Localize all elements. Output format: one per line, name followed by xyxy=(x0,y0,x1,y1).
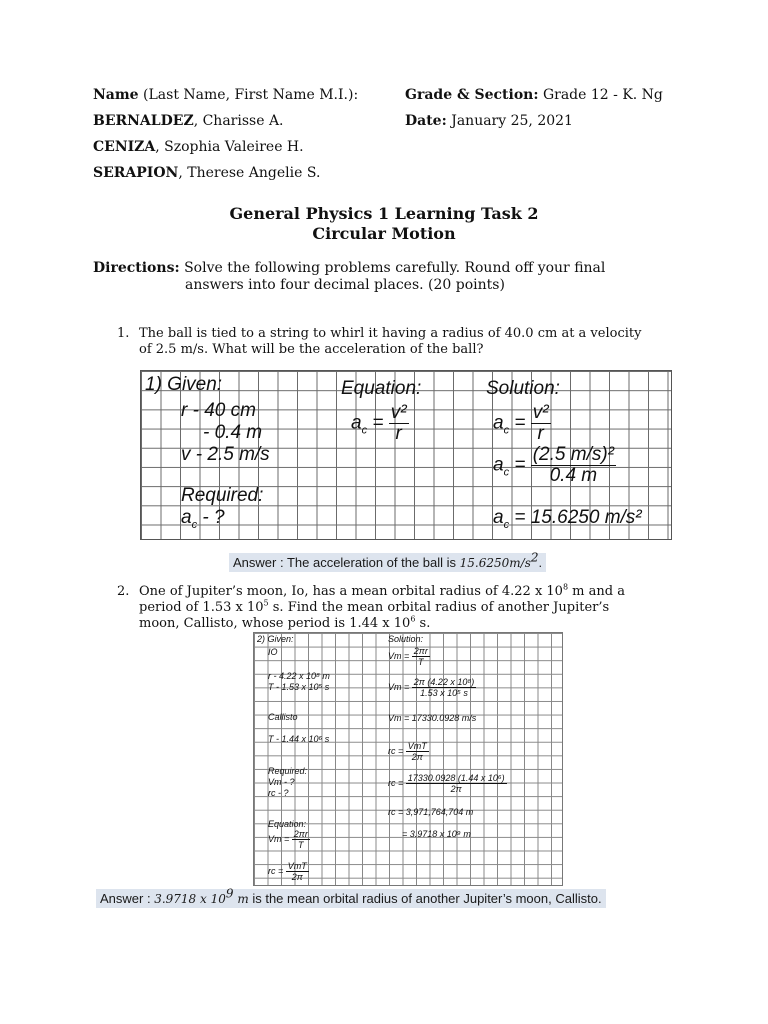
p2-answer-suffix: is the mean orbital radius of another Jupiter’s moon, Callisto. xyxy=(248,891,602,906)
problem-2-answer xyxy=(96,886,606,908)
student-first-name: , Charisse A. xyxy=(193,113,284,129)
date-value: January 25, 2021 xyxy=(446,113,573,129)
p1-answer-suffix: . xyxy=(538,555,543,570)
p1-equation: $a_c$ = $\frac{\text{v²}}{r}$ xyxy=(351,402,407,444)
p2-s5-num: 17330.0928 (1.44 x 10⁶) xyxy=(407,773,505,783)
p1-required-title: Required: xyxy=(181,485,264,506)
name-hint: (Last Name, First Name M.I.): xyxy=(138,87,359,103)
p2-s1-lhs: Vт = xyxy=(388,650,410,661)
problem-2-line-3 xyxy=(139,616,430,632)
p2-solution-4 xyxy=(388,741,429,762)
p2-s5-lhs: rc = xyxy=(388,777,404,788)
p2-s1-den: T xyxy=(418,657,424,667)
student-last-name: BERNALDEZ xyxy=(93,113,194,129)
directions-label: Directions: xyxy=(93,260,180,276)
p1-sol1-den: r xyxy=(537,423,544,444)
p1-sol2-den: 0.4 m xyxy=(549,465,598,486)
p2-s4-den: 2π xyxy=(411,752,423,762)
p2-answer-unit: m xyxy=(233,892,249,906)
p1-solution-title: Solution: xyxy=(486,378,560,399)
problem-1-work-grid xyxy=(140,370,672,540)
p1-required xyxy=(181,508,225,535)
p2-equation-2 xyxy=(268,861,309,882)
p2-given-T: T - 1.53 x 10⁵ s xyxy=(268,682,330,692)
page-subtitle: Circular Motion xyxy=(312,224,456,243)
p2-s1-fraction xyxy=(412,646,430,667)
p2-line2-b: s. Find the mean orbital radius of another Jupiter’s xyxy=(268,600,610,615)
p1-answer-unit-sup: 2 xyxy=(530,550,539,565)
p1-eq-fraction xyxy=(389,403,409,444)
p2-s2-lhs: Vт = xyxy=(388,681,410,692)
problem-2-number: 2. xyxy=(117,584,130,599)
p2-solution-2 xyxy=(388,677,476,698)
p1-given-title: 1) Given: xyxy=(145,374,223,395)
p2-eq2-fraction xyxy=(286,861,309,882)
p2-line3-b: s. xyxy=(415,616,431,631)
p2-eq1-fraction xyxy=(292,829,310,850)
p1-sol1-fraction xyxy=(531,403,551,444)
p1-eq-num: v² xyxy=(390,402,407,423)
p1-required-sub: c xyxy=(191,518,198,531)
p2-s1-num: 2πr xyxy=(413,646,428,656)
p1-eq-sub: c xyxy=(361,424,368,437)
p2-line2-a: period of 1.53 x 10 xyxy=(139,600,264,615)
p1-solution-3: $a_c = 15.6250$ m/s² xyxy=(493,507,642,531)
problem-1-line-1: The ball is tied to a string to whirl it having a radius of 40.0 cm at a velocity xyxy=(139,326,642,341)
student-3 xyxy=(93,165,320,182)
p2-line3-sup: 6 xyxy=(410,614,416,624)
p2-eq2-den: 2π xyxy=(291,872,303,882)
student-first-name: , Therese Angelie S. xyxy=(178,165,321,181)
p2-line1-a: One of Jupiter’s moon, Io, has a mean orbital radius of 4.22 x 10 xyxy=(139,584,563,599)
p1-answer-value: 15.6250 xyxy=(459,556,510,570)
p1-answer-unit: m/s xyxy=(509,556,531,570)
directions-line-2: answers into four decimal places. (20 points) xyxy=(185,277,505,293)
page-title: General Physics 1 Learning Task 2 xyxy=(229,204,539,223)
p2-line3-a: moon, Callisto, whose period is 1.44 x 10 xyxy=(139,616,411,631)
p1-sol1-num: v² xyxy=(532,402,549,423)
p2-eq1-lhs: Vт = xyxy=(268,833,290,844)
grade-label: Grade & Section: xyxy=(405,87,539,103)
p2-eq1-num: 2πr xyxy=(293,829,308,839)
p1-eq-lhs: a xyxy=(351,412,362,434)
directions xyxy=(93,260,605,277)
problem-1-number: 1. xyxy=(117,326,130,341)
problem-1-answer xyxy=(229,550,546,572)
p2-answer-value: 3.9718 xyxy=(154,892,197,906)
p2-line2-sup: 5 xyxy=(263,598,269,608)
date xyxy=(405,113,573,130)
student-1 xyxy=(93,113,284,130)
p2-required-title: Required: xyxy=(268,766,308,776)
p2-given-title: 2) Given: xyxy=(257,634,294,644)
p1-required-a: a xyxy=(181,507,192,528)
p2-solution-title: Solution: xyxy=(388,634,424,644)
p1-solution-2: $a_c$ = $\frac{\text{(2.5 m/s)²}}{0.4 m}$ xyxy=(493,444,615,486)
problem-1-line-2: of 2.5 m/s. What will be the acceleration of the ball? xyxy=(139,342,484,357)
p2-answer-prefix: Answer : xyxy=(100,891,155,906)
p1-given-2: - 0.4 m xyxy=(203,422,263,443)
name-label: Name xyxy=(93,87,139,103)
p2-s4-num: VтT xyxy=(407,741,427,751)
p2-equation-1 xyxy=(268,829,310,850)
problem-2-line-2 xyxy=(139,600,609,616)
p1-solution-1: $a_c$ = $\frac{\text{v²}}{r}$ xyxy=(493,402,549,444)
grade-section xyxy=(405,87,663,104)
p1-sol3: 15.6250 m/s² xyxy=(530,507,642,528)
p1-given-3: v - 2.5 m/s xyxy=(181,444,270,465)
p2-required-1: Vт - ? xyxy=(268,777,295,787)
student-last-name: CENIZA xyxy=(93,139,156,155)
p1-answer-prefix: Answer : The acceleration of the ball is xyxy=(233,555,460,570)
p2-solution-1 xyxy=(388,646,430,667)
p2-answer-x: x xyxy=(196,892,211,906)
p2-required-2: rc - ? xyxy=(268,788,289,798)
problem-2-line-1 xyxy=(139,584,625,600)
p1-equation-title: Equation: xyxy=(341,378,422,399)
p2-callisto: Callisto xyxy=(268,712,298,722)
directions-line-1: Solve the following problems carefully. Round off your final xyxy=(179,260,606,276)
p2-equation-title: Equation: xyxy=(268,819,307,829)
p2-given-T2: T - 1.44 x 10⁶ s xyxy=(268,734,330,744)
p2-solution-7: = 3.9718 x 10⁹ m xyxy=(402,829,471,839)
p2-eq2-num: VтT xyxy=(287,861,307,871)
p2-line1-sup: 8 xyxy=(562,582,569,592)
p2-line1-b: m and a xyxy=(568,584,625,599)
name-label-line xyxy=(93,87,358,104)
p1-required-rest: - ? xyxy=(197,507,225,528)
p2-s5-fraction xyxy=(406,773,507,794)
p1-sol2-num: (2.5 m/s)² xyxy=(532,444,615,465)
p2-s2-num: 2π (4.22 x 10⁸) xyxy=(413,677,475,687)
student-first-name: , Szophia Valeiree H. xyxy=(155,139,304,155)
p2-solution-5 xyxy=(388,773,507,794)
p1-sol2-fraction xyxy=(531,445,616,486)
p1-given-1: r - 40 cm xyxy=(181,400,256,421)
p2-s2-den: 1.53 x 10⁵ s xyxy=(420,688,468,698)
p2-eq1-den: T xyxy=(298,840,304,850)
p2-solution-3: Vт = 17330.0928 m/s xyxy=(388,713,477,723)
p2-answer-base: 10 xyxy=(210,892,226,906)
p2-solution-6: rc = 3,971,764,704 m xyxy=(388,807,474,817)
date-label: Date: xyxy=(405,113,447,129)
p2-s4-fraction xyxy=(406,741,429,762)
p2-given-r: r - 4.22 x 10⁸ m xyxy=(268,671,330,681)
student-2 xyxy=(93,139,304,156)
problem-2-work-grid xyxy=(253,632,563,886)
p2-s4-lhs: rc = xyxy=(388,745,404,756)
p2-io: IO xyxy=(268,647,278,657)
p1-eq-den: r xyxy=(395,423,402,444)
grade-value: Grade 12 - K. Ng xyxy=(538,87,663,103)
p2-s2-fraction xyxy=(412,677,476,698)
p2-eq2-lhs: rc = xyxy=(268,865,284,876)
p2-answer-sup: 9 xyxy=(225,886,234,901)
student-last-name: SERAPION xyxy=(93,165,179,181)
p2-s5-den: 2π xyxy=(450,784,462,794)
